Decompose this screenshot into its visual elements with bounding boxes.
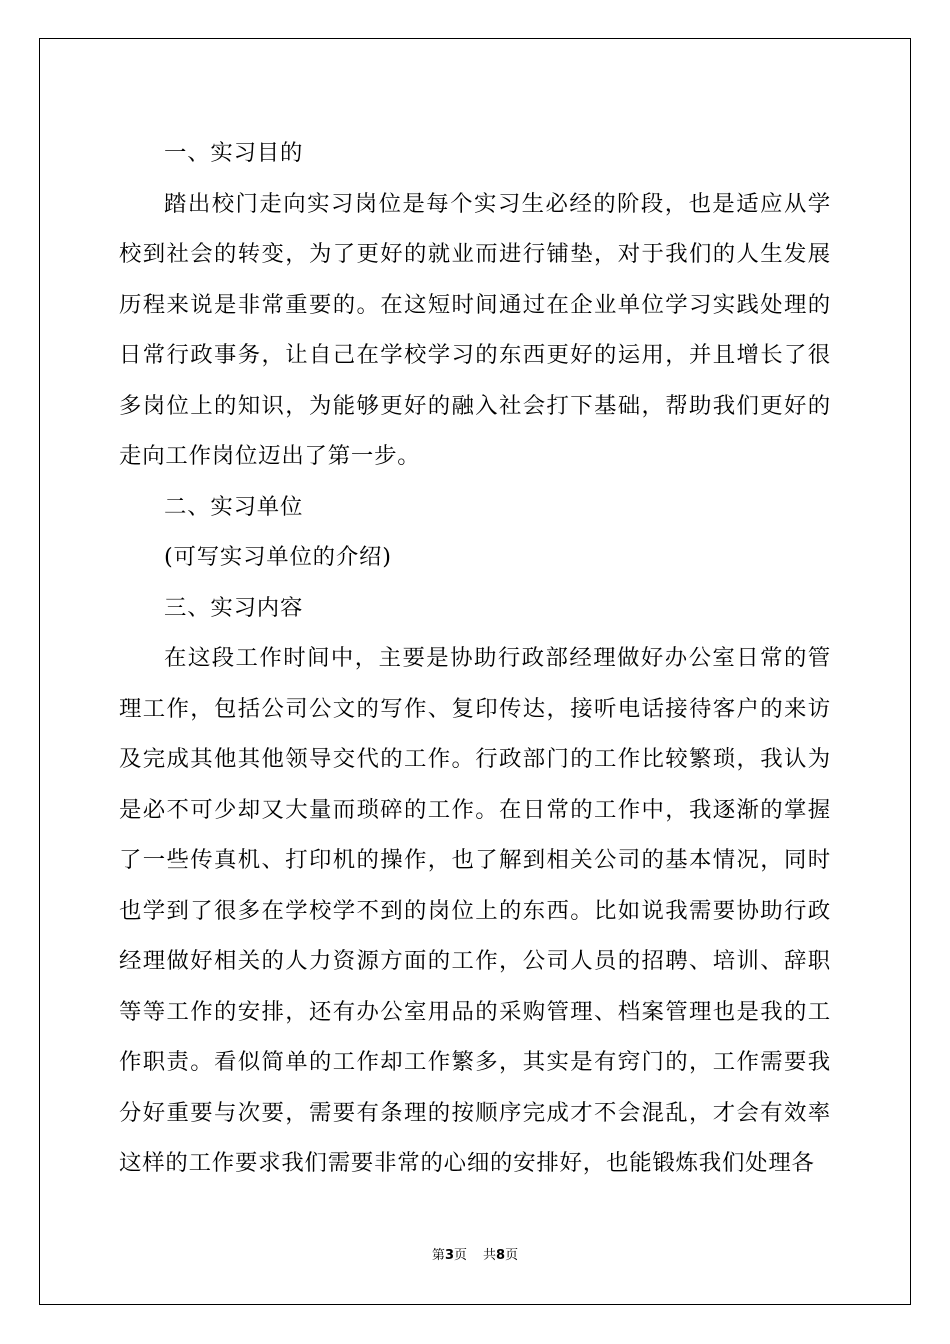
- page-prefix: 第: [431, 1248, 445, 1263]
- heading-internship-content: 三、实习内容: [164, 594, 304, 621]
- paragraph-internship-purpose: 踏出校门走向实习岗位是每个实习生必经的阶段，也是适应从学校到社会的转变，为了更好的就业而进行铺垫，对于我们的人生发展历程来说是非常重要的。在这短时间通过在企业单位学习实践处理的日常行政事务，让自己在学校学习的东西更好的运用，并且增长了很多岗位上的知识，为能够更好的融入社会打下基础，帮助我们更好的走向工作岗位迈出了第一步。: [119, 190, 831, 469]
- page-footer: [0, 1247, 950, 1265]
- page-current: 3: [444, 1248, 454, 1263]
- total-prefix: 共: [483, 1248, 497, 1263]
- page-total-label: [483, 1248, 518, 1263]
- heading-internship-purpose: 一、实习目的: [164, 140, 304, 166]
- total-suffix: 页: [505, 1248, 519, 1263]
- paragraph-internship-unit-note: (可写实习单位的介绍): [164, 544, 392, 570]
- document-body: [119, 128, 831, 1189]
- heading-internship-unit: 二、实习单位: [164, 493, 304, 520]
- paragraph-internship-content: 在这段工作时间中，主要是协助行政部经理做好办公室日常的管理工作，包括公司公文的写作、复印传达，接听电话接待客户的来访及完成其他其他领导交代的工作。行政部门的工作比较繁琐，我认为是必不可少却又大量而琐碎的工作。在日常的工作中，我逐渐的掌握了一些传真机、打印机的操作，也了解到相关公司的基本情况，同时也学到了很多在学校学不到的岗位上的东西。比如说我需要协助行政经理做好相关的人力资源方面的工作，公司人员的招聘、培训、辞职等等工作的安排，还有办公室用品的采购管理、档案管理也是我的工作职责。看似简单的工作却工作繁多，其实是有窍门的，工作需要我分好重要与次要，需要有条理的按顺序完成才不会混乱，才会有效率这样的工作要求我们需要非常的心细的安排好，也能锻炼我们处理各: [119, 645, 831, 1176]
- page-total: 8: [496, 1248, 506, 1263]
- page-number-label: [432, 1248, 467, 1263]
- page-suffix: 页: [453, 1248, 467, 1263]
